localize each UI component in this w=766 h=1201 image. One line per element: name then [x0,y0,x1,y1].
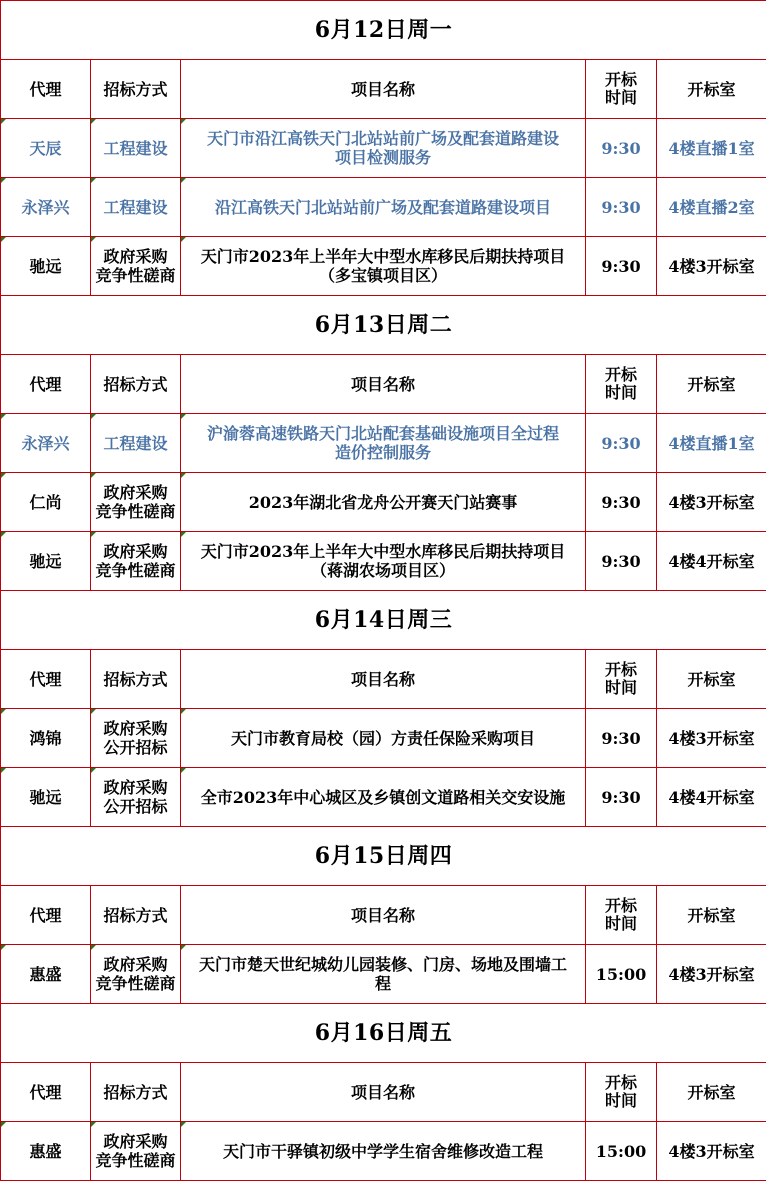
agent-cell: 天辰 [1,119,91,178]
header-agent: 代理 [1,355,91,414]
day-title-row [1,827,766,886]
header-row [1,1063,766,1122]
agent-cell: 驰远 [1,237,91,296]
header-room: 开标室 [657,1063,766,1122]
method-cell [91,945,181,1004]
table-row [1,709,766,768]
header-room: 开标室 [657,355,766,414]
method-line1: 政府采购 [103,1132,168,1151]
agent-cell: 永泽兴 [1,178,91,237]
project-name-line2: 项目检测服务 [334,148,431,167]
method-line1: 工程建设 [103,138,168,158]
agent-cell: 惠盛 [1,1122,91,1181]
time-cell: 15:00 [586,1122,657,1181]
method-cell [91,532,181,591]
header-agent: 代理 [1,886,91,945]
method-line2: 竞争性磋商 [95,502,176,521]
method-line2: 竞争性磋商 [95,266,176,285]
project-name-cell [181,119,586,178]
header-row [1,355,766,414]
project-name-cell [181,414,586,473]
project-name-cell [181,178,586,237]
header-time [586,886,657,945]
project-name-line1: 全市2023年中心城区及乡镇创文道路相关交安设施 [200,787,566,807]
project-name-line1: 天门市2023年上半年大中型水库移民后期扶持项目 [200,247,566,266]
method-line2: 竞争性磋商 [95,561,176,580]
method-line1: 工程建设 [103,197,168,217]
method-line2: 竞争性磋商 [95,974,176,993]
header-method: 招标方式 [91,355,181,414]
project-name-line1: 天门市2023年上半年大中型水库移民后期扶持项目 [200,542,566,561]
day-title: 6月14日周三 [1,591,766,650]
method-cell [91,1122,181,1181]
method-line1: 政府采购 [103,542,168,561]
header-room: 开标室 [657,886,766,945]
agent-cell: 仁尚 [1,473,91,532]
project-name-line1: 天门市教育局校（园）方责任保险采购项目 [230,728,535,748]
method-line2: 公开招标 [103,797,168,816]
project-name-line2: 造价控制服务 [334,443,431,462]
room-cell: 4楼直播2室 [657,178,766,237]
project-name-line1: 天门市沿江高铁天门北站站前广场及配套道路建设 [206,129,559,148]
agent-cell: 驰远 [1,532,91,591]
room-cell: 4楼直播1室 [657,414,766,473]
time-cell: 9:30 [586,709,657,768]
time-cell: 9:30 [586,414,657,473]
project-name-cell [181,709,586,768]
project-name-cell [181,768,586,827]
header-time-line2: 时间 [604,88,637,107]
project-name-cell [181,237,586,296]
header-time-line1: 开标 [604,365,637,384]
day-title-row [1,1004,766,1063]
time-cell: 15:00 [586,945,657,1004]
day-title: 6月13日周二 [1,296,766,355]
table-row [1,119,766,178]
agent-cell: 永泽兴 [1,414,91,473]
header-time [586,60,657,119]
time-cell: 9:30 [586,532,657,591]
room-cell: 4楼4开标室 [657,532,766,591]
day-title-row [1,1,766,60]
header-time-line1: 开标 [604,70,637,89]
header-agent: 代理 [1,650,91,709]
method-cell [91,473,181,532]
header-method: 招标方式 [91,650,181,709]
header-time-line2: 时间 [604,383,637,402]
header-project: 项目名称 [181,886,586,945]
time-cell: 9:30 [586,178,657,237]
header-time-line1: 开标 [604,1073,637,1092]
header-method: 招标方式 [91,886,181,945]
method-line1: 政府采购 [103,719,168,738]
header-project: 项目名称 [181,650,586,709]
method-line1: 政府采购 [103,778,168,797]
header-project: 项目名称 [181,1063,586,1122]
room-cell: 4楼3开标室 [657,945,766,1004]
time-cell: 9:30 [586,473,657,532]
method-line2: 公开招标 [103,738,168,757]
header-project: 项目名称 [181,60,586,119]
method-cell [91,768,181,827]
project-name-line1: 沿江高铁天门北站站前广场及配套道路建设项目 [214,197,551,217]
room-cell: 4楼3开标室 [657,237,766,296]
method-line2: 竞争性磋商 [95,1151,176,1170]
header-agent: 代理 [1,60,91,119]
room-cell: 4楼4开标室 [657,768,766,827]
header-agent: 代理 [1,1063,91,1122]
header-method: 招标方式 [91,60,181,119]
day-title: 6月16日周五 [1,1004,766,1063]
header-row [1,650,766,709]
table-row [1,768,766,827]
day-title-row [1,591,766,650]
project-name-line1: 2023年湖北省龙舟公开赛天门站赛事 [248,492,518,512]
header-room: 开标室 [657,650,766,709]
project-name-line2: 程 [374,974,391,993]
time-cell: 9:30 [586,119,657,178]
room-cell: 4楼3开标室 [657,473,766,532]
header-row [1,886,766,945]
header-method: 招标方式 [91,1063,181,1122]
table-row [1,473,766,532]
project-name-line1: 沪渝蓉高速铁路天门北站配套基础设施项目全过程 [206,424,559,443]
table-row [1,414,766,473]
day-title: 6月15日周四 [1,827,766,886]
day-title: 6月12日周一 [1,1,766,60]
project-name-cell [181,473,586,532]
header-time-line1: 开标 [604,896,637,915]
agent-cell: 驰远 [1,768,91,827]
header-time-line2: 时间 [604,914,637,933]
table-row [1,237,766,296]
method-line1: 政府采购 [103,483,168,502]
project-name-cell [181,1122,586,1181]
method-cell [91,414,181,473]
project-name-line2: （多宝镇项目区） [318,266,447,285]
table-row [1,1122,766,1181]
method-line1: 工程建设 [103,433,168,453]
header-time [586,1063,657,1122]
agent-cell: 惠盛 [1,945,91,1004]
time-cell: 9:30 [586,237,657,296]
room-cell: 4楼3开标室 [657,1122,766,1181]
header-time [586,650,657,709]
table-row [1,178,766,237]
header-project: 项目名称 [181,355,586,414]
method-cell [91,237,181,296]
room-cell: 4楼3开标室 [657,709,766,768]
project-name-line1: 天门市干驿镇初级中学学生宿舍维修改造工程 [222,1141,543,1161]
method-line1: 政府采购 [103,247,168,266]
method-cell [91,709,181,768]
method-cell [91,119,181,178]
method-line1: 政府采购 [103,955,168,974]
project-name-line2: （蒋湖农场项目区） [310,561,455,580]
project-name-cell [181,532,586,591]
method-cell [91,178,181,237]
header-time-line2: 时间 [604,1091,637,1110]
time-cell: 9:30 [586,768,657,827]
table-row [1,532,766,591]
header-time [586,355,657,414]
header-time-line2: 时间 [604,678,637,697]
day-title-row [1,296,766,355]
project-name-cell [181,945,586,1004]
room-cell: 4楼直播1室 [657,119,766,178]
header-room: 开标室 [657,60,766,119]
header-row [1,60,766,119]
table-row [1,945,766,1004]
project-name-line1: 天门市楚天世纪城幼儿园装修、门房、场地及围墙工 [198,955,567,974]
header-time-line1: 开标 [604,660,637,679]
agent-cell: 鸿锦 [1,709,91,768]
